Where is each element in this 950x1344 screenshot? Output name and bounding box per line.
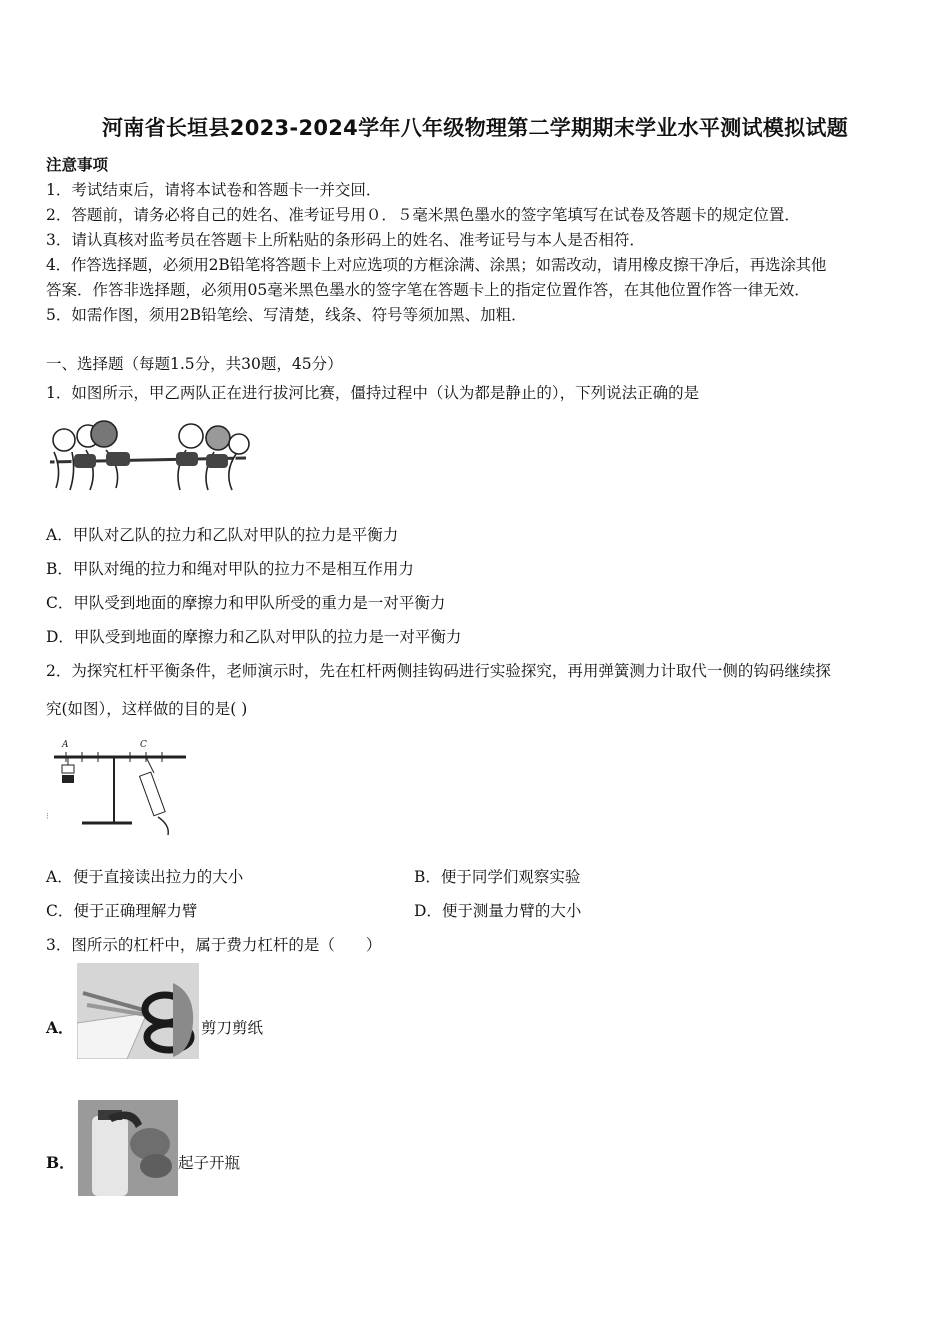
lever-label-a: A: [62, 740, 69, 750]
question-3-option-letter: B．: [46, 1153, 75, 1172]
notice-item: 2．答题前，请务必将自己的姓名、准考证号用０．５毫米黑色墨水的签字笔填写在试卷及答题卡的规定位置．: [46, 206, 800, 224]
notice-item: 答案．作答非选择题，必须用05毫米黑色墨水的签字笔在答题卡上的指定位置作答，在其他位置作答一律无效．: [46, 281, 810, 299]
question-3-stem: 3．图所示的杠杆中，属于费力杠杆的是（ ）: [46, 936, 382, 954]
question-1-option: A．甲队对乙队的拉力和乙队对甲队的拉力是平衡力: [46, 526, 399, 544]
question-1-option: C．甲队受到地面的摩擦力和甲队所受的重力是一对平衡力: [46, 594, 446, 612]
question-3-option-text: 起子开瓶: [178, 1154, 241, 1172]
notice-heading: 注意事项: [46, 155, 109, 174]
question-1-option: B．甲队对绳的拉力和绳对甲队的拉力不是相互作用力: [46, 560, 414, 578]
question-1-stem: 1．如图所示，甲乙两队正在进行拔河比赛，僵持过程中（认为都是静止的），下列说法正确的是: [46, 384, 700, 402]
scissors-photo: [77, 963, 199, 1059]
question-1-option: D．甲队受到地面的摩擦力和乙队对甲队的拉力是一对平衡力: [46, 628, 462, 646]
question-2-stem-line2: 究(如图），这样做的目的是( ): [46, 700, 248, 718]
notice-item: 4．作答选择题，必须用2B铅笔将答题卡上对应选项的方框涂满、涂黑；如需改动，请用橡皮擦干净后，再选涂其他: [46, 256, 827, 274]
svg-text:⁝: ⁝: [46, 812, 49, 822]
question-2-option: C．便于正确理解力臂: [46, 902, 198, 920]
question-3-option-letter: A．: [46, 1018, 74, 1037]
question-2-option: D．便于测量力臂的大小: [414, 902, 582, 920]
section-heading: 一、选择题（每题1.5分，共30题，45分）: [46, 355, 343, 373]
question-2-option: B．便于同学们观察实验: [414, 868, 581, 886]
lever-experiment-figure: [46, 735, 196, 840]
bottle-opener-photo: [78, 1100, 178, 1196]
question-2-option: A．便于直接读出拉力的大小: [46, 868, 244, 886]
notice-item: 3．请认真核对监考员在答题卡上所粘贴的条形码上的姓名、准考证号与本人是否相符．: [46, 231, 645, 249]
lever-label-c: C: [140, 740, 147, 750]
question-3-option-text: 剪刀剪纸: [201, 1019, 264, 1037]
tug-of-war-figure: [46, 420, 256, 498]
notice-item: 5．如需作图，须用2B铅笔绘、写清楚，线条、符号等须加黑、加粗．: [46, 306, 527, 324]
notice-item: 1．考试结束后，请将本试卷和答题卡一并交回．: [46, 181, 382, 199]
question-2-stem-line1: 2．为探究杠杆平衡条件，老师演示时，先在杠杆两侧挂钩码进行实验探究，再用弹簧测力计取代一侧的钩码继续探: [46, 662, 831, 680]
page-title: 河南省长垣县2023-2024学年八年级物理第二学期期末学业水平测试模拟试题: [101, 116, 848, 140]
